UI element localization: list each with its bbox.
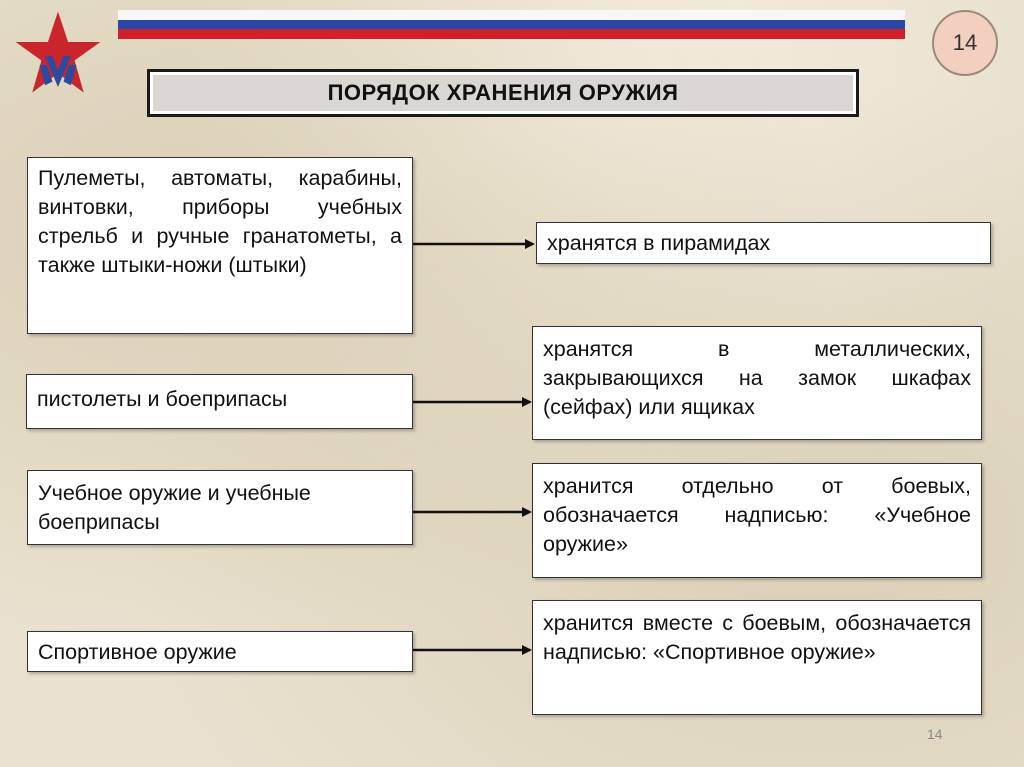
- page-number-badge: 14: [932, 10, 998, 76]
- row-2-right-text: хранятся в металлических, закрывающихся на замок шкафах (сейфах) или ящиках: [543, 337, 971, 419]
- page-title: ПОРЯДОК ХРАНЕНИЯ ОРУЖИЯ: [153, 75, 853, 111]
- row-1-left-text: Пулеметы, автоматы, карабины, винтовки, приборы учебных стрельб и ручные гранатометы, а также штыки-ножи (штыки): [38, 166, 402, 277]
- row-1-right-text: хранятся в пирамидах: [547, 231, 771, 255]
- row-2-left-text: пистолеты и боеприпасы: [37, 387, 288, 411]
- row-3-right-text: хранится отдельно от боевых, обозначается надписью: «Учебное оружие»: [543, 474, 971, 556]
- row-4-right-text: хранится вместе с боевым, обозначается надписью: «Спортивное оружие»: [543, 611, 971, 664]
- row-4-left-text: Спортивное оружие: [38, 640, 237, 664]
- footer-page-number: 14: [927, 726, 943, 742]
- row-3-left-text: Учебное оружие и учебные боеприпасы: [38, 481, 311, 534]
